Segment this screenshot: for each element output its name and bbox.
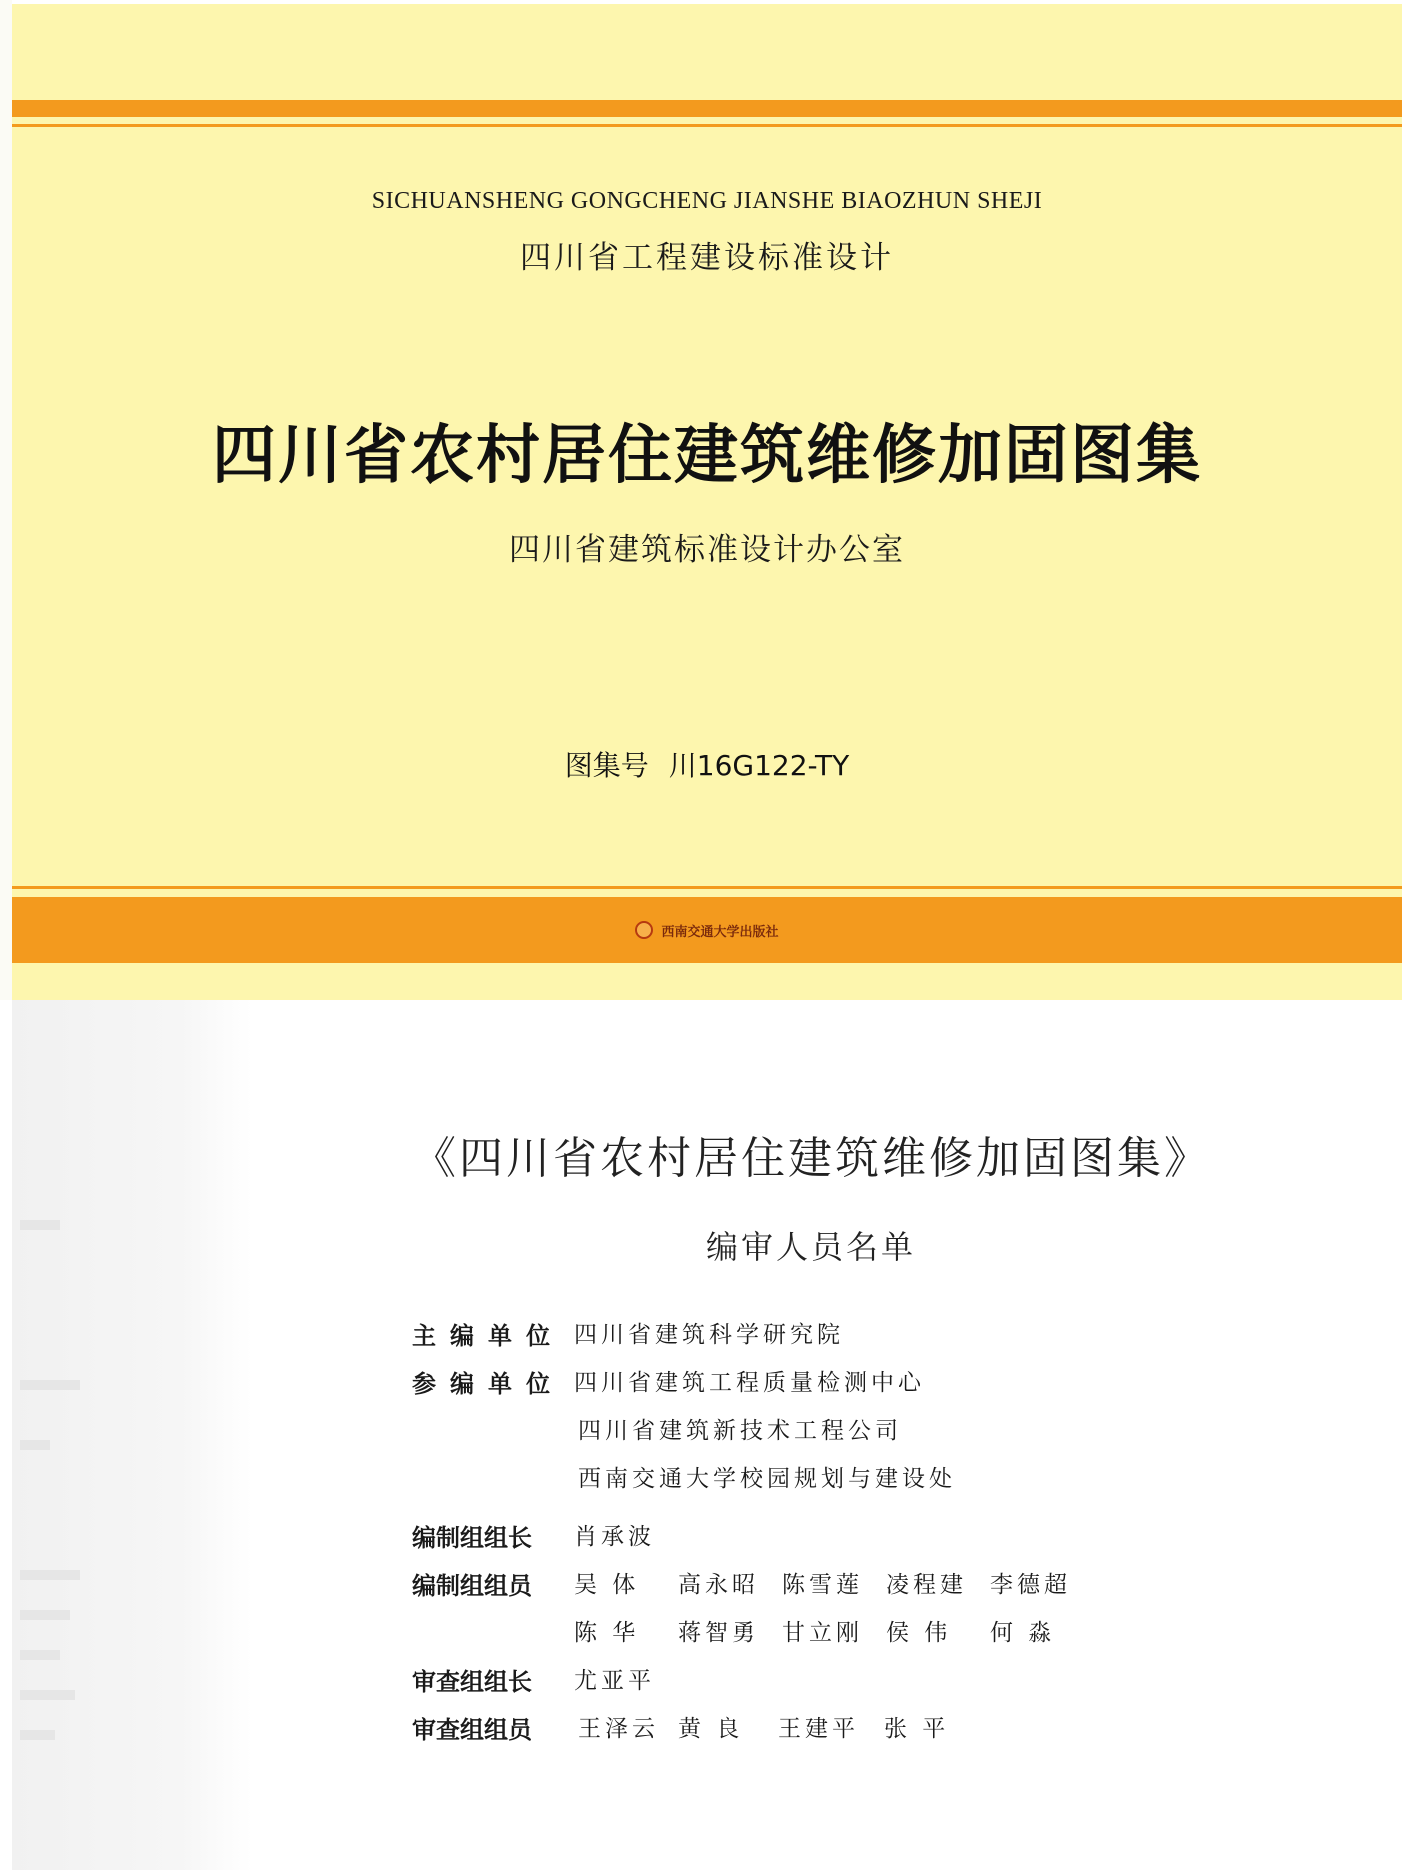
publisher-name: 西南交通大学出版社 [661,924,779,940]
top-orange-line [12,124,1402,127]
show-through-mark [20,1730,55,1740]
publisher-logo-icon [635,921,653,939]
member-name: 吴 体 [574,1572,640,1598]
member-name: 高永昭 [678,1572,759,1598]
atlas-number: 川16G122-TY [668,749,850,782]
participating-unit: 四川省建筑工程质量检测中心 [574,1370,925,1396]
series-chinese: 四川省工程建设标准设计 [520,240,894,276]
member-name: 黄 良 [678,1716,744,1742]
publisher-mark [12,914,1402,946]
show-through-mark [20,1650,60,1660]
show-through-mark [20,1380,80,1390]
show-through-mark [20,1440,50,1450]
member-name: 陈 华 [574,1620,640,1646]
member-name: 李德超 [990,1572,1071,1598]
show-through-mark [20,1570,80,1580]
bottom-orange-line [12,886,1402,889]
member-name: 侯 伟 [886,1620,952,1646]
member-name: 张 平 [884,1716,950,1742]
compile-leader: 肖承波 [574,1524,655,1550]
review-leader-label: 审查组组长 [412,1668,532,1696]
series-pinyin: SICHUANSHENG GONGCHENG JIANSHE BIAOZHUN SHEJI [371,188,1043,214]
member-name: 陈雪莲 [782,1572,863,1598]
page-edge [0,0,12,1000]
top-orange-band [12,100,1402,117]
compile-leader-label: 编制组组长 [412,1524,532,1552]
credits-title: 《四川省农村居住建筑维修加固图集》 [412,1133,1211,1184]
credits-page [12,1000,1402,1870]
show-through-mark [20,1220,60,1230]
participating-unit: 西南交通大学校园规划与建设处 [578,1466,956,1492]
cover-organization: 四川省建筑标准设计办公室 [509,532,905,568]
atlas-number-line [12,744,1402,784]
member-name: 王泽云 [578,1716,659,1742]
member-name: 王建平 [778,1716,859,1742]
chief-unit-label: 主编单位 [412,1322,564,1350]
compile-members-label: 编制组组员 [412,1572,532,1600]
show-through-mark [20,1690,75,1700]
cover-title: 四川省农村居住建筑维修加固图集 [212,419,1202,493]
review-leader: 尤亚平 [574,1668,655,1694]
show-through-mark [20,1610,70,1620]
member-name: 凌程建 [886,1572,967,1598]
review-members-label: 审查组组员 [412,1716,532,1744]
member-name: 甘立刚 [782,1620,863,1646]
member-name: 何 淼 [990,1620,1056,1646]
participating-unit: 四川省建筑新技术工程公司 [578,1418,902,1444]
atlas-number-label: 图集号 [564,749,649,782]
member-name: 蒋智勇 [678,1620,759,1646]
cover-page [12,4,1402,1000]
participating-unit-label: 参编单位 [412,1370,564,1398]
chief-unit: 四川省建筑科学研究院 [574,1322,844,1348]
binding-gutter [12,1000,252,1870]
credits-subtitle: 编审人员名单 [706,1228,917,1266]
